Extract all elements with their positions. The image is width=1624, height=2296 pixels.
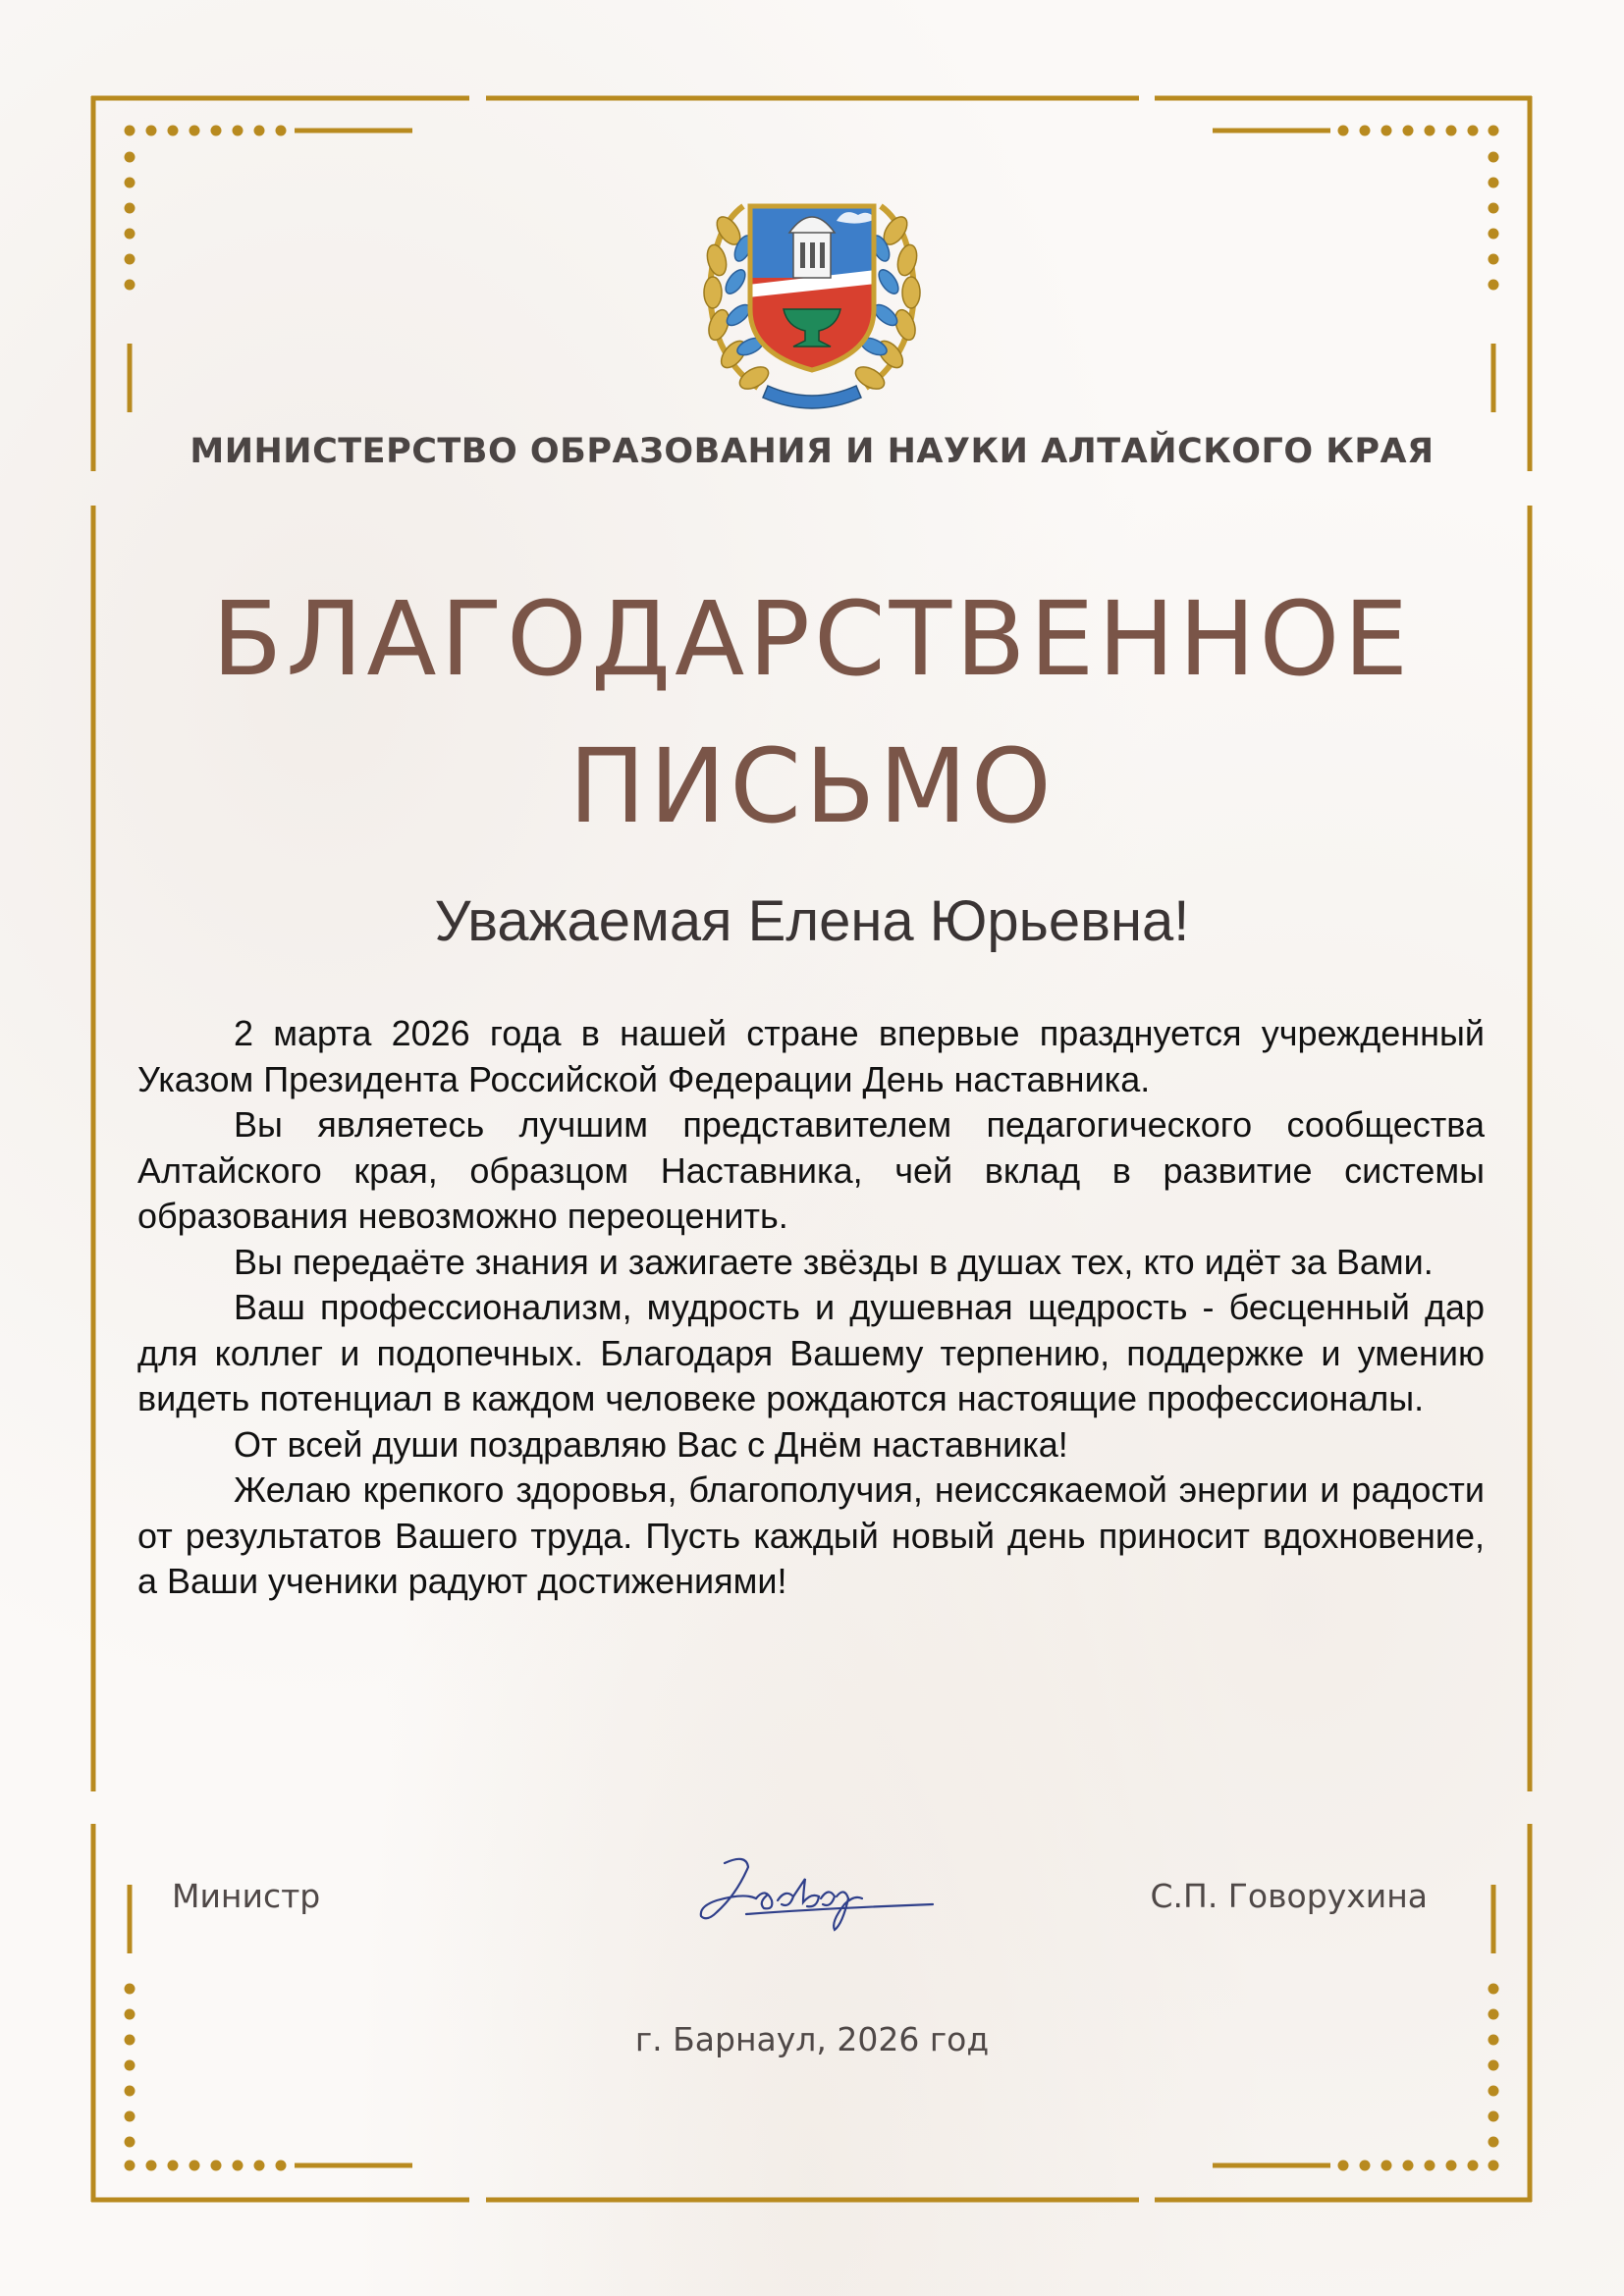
document-title-line-2: ПИСЬМО xyxy=(568,726,1056,846)
letter-body xyxy=(137,1011,1485,1605)
greeting: Уважаемая Елена Юрьевна! xyxy=(434,889,1190,953)
altai-krai-coat-of-arms-icon xyxy=(689,162,935,417)
paragraph: Вы передаёте знания и зажигаете звёзды в душах тех, кто идёт за Вами. xyxy=(234,1241,1434,1282)
paragraph: Желаю крепкого здоровья, благополучия, неиссякаемой энергии и радости от результатов Вашего труда. Пусть каждый новый день приносит вдохновение, а Ваши ученики радуют достижениями! xyxy=(137,1469,1485,1601)
signatory-role: Министр xyxy=(172,1877,321,1915)
paragraph: Вы являетесь лучшим представителем педагогического сообщества Алтайского края, образцом Наставника, чей вклад в развитие системы образования невозможно переоценить. xyxy=(137,1104,1485,1236)
signatory-name: С.П. Говорухина xyxy=(1150,1877,1428,1915)
handwritten-signature-icon xyxy=(687,1836,952,1944)
paragraph: Ваш профессионализм, мудрость и душевная щедрость - бесценный дар для коллег и подопечных. Благодаря Вашему терпению, поддержке и умению видеть потенциал в каждом человеке рождаются настоящие профессионалы. xyxy=(137,1287,1485,1418)
paragraph: От всей души поздравляю Вас с Днём наставника! xyxy=(234,1423,1068,1465)
document-title-line-1: БЛАГОДАРСТВЕННОЕ xyxy=(211,579,1413,699)
city-year: г. Барнаул, 2026 год xyxy=(634,2020,990,2058)
paragraph: 2 марта 2026 года в нашей стране впервые празднуется учрежденный Указом Президента Российской Федерации День наставника. xyxy=(137,1013,1485,1099)
ministry-name: МИНИСТЕРСТВО ОБРАЗОВАНИЯ И НАУКИ АЛТАЙСКОГО КРАЯ xyxy=(189,432,1435,471)
